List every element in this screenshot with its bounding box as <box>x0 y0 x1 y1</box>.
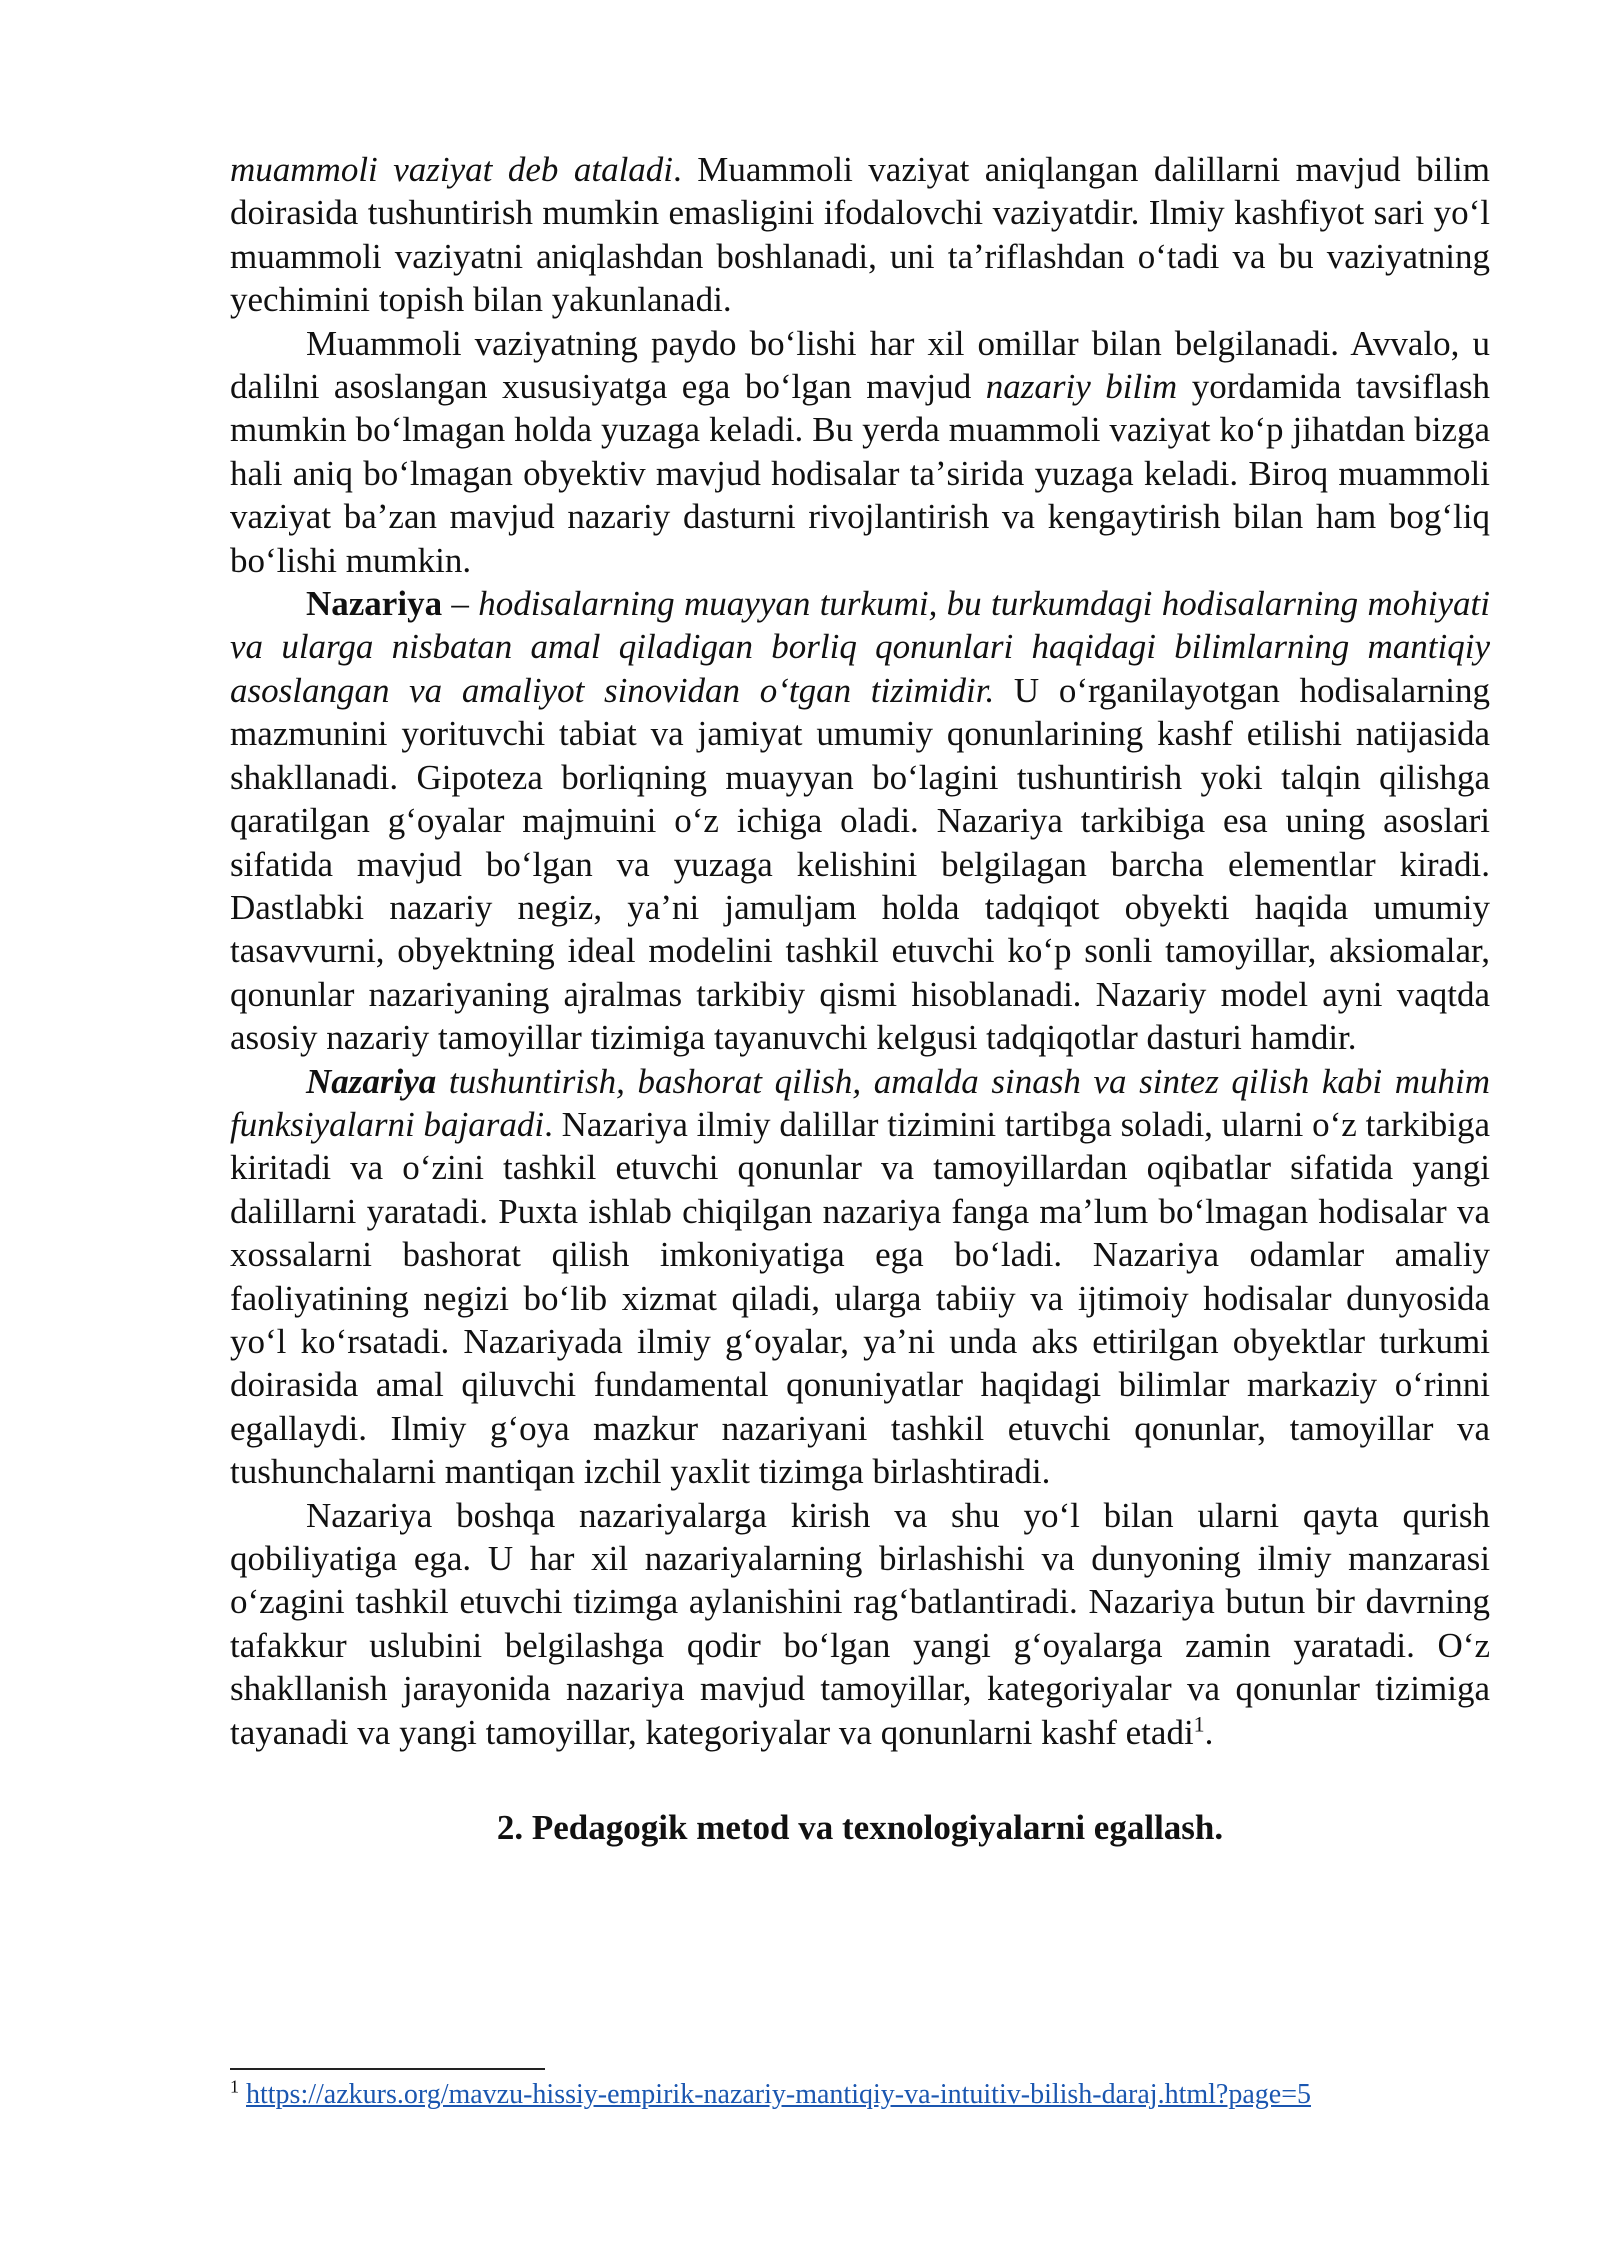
footnote-separator <box>230 2068 545 2070</box>
paragraph <box>230 1494 1490 1754</box>
section-heading: 2. Pedagogik metod va texnologiyalarni egallash. <box>496 1808 1224 1848</box>
paragraph <box>230 1060 1490 1494</box>
paragraph <box>230 582 1490 1059</box>
text-run: . Nazariya ilmiy dalillar tizimini tartibga soladi, ularni oʻz tarkibiga kiritadi va oʻzini tashkil etuvchi qonunlar va tamoyillardan oqibatlar sifatida yangi dalillarni yaratadi. Puxta ishlab chiqilgan nazariya fanga maʼlum boʻlmagan hodisalar va xossalarni bashorat qilish imkoniyatiga ega boʻladi. Nazariya odamlar amaliy faoliyatining negizi boʻlib xizmat qiladi, ularga tabiiy va ijtimoiy hodisalar dunyosida yoʻl koʻrsatadi. Nazariyada ilmiy gʻoyalar, yaʼni unda aks ettirilgan obyektlar turkumi doirasida amal qiluvchi fundamental qonuniyatlar haqidagi bilimlar markaziy oʻrinni egallaydi. Ilmiy gʻoya mazkur nazariyani tashkil etuvchi qonunlar, tamoyillar va tushunchalarni mantiqan izchil yaxlit tizimga birlashtiradi. <box>230 1104 1490 1492</box>
footnote-marker: 1 <box>230 2076 239 2097</box>
footnote-reference: 1 <box>1193 1710 1205 1736</box>
paragraph-container <box>230 148 1490 1754</box>
text-run: yordamida tavsiflash mumkin boʻlmagan holda yuzaga keladi. Bu yerda muammoli vaziyat koʻp jihatdan bizga hali aniq boʻlmagan obyektiv mavjud hodisalar taʼsirida yuzaga keladi. Biroq muammoli vaziyat baʼzan mavjud nazariy dasturni rivojlantirish va kengaytirish bilan ham bogʻliq boʻlishi mumkin. <box>230 367 1490 580</box>
footnote <box>230 2078 1490 2112</box>
paragraph <box>230 148 1490 322</box>
text-italic: muammoli vaziyat deb ataladi <box>230 150 674 189</box>
text-run: – <box>442 584 479 624</box>
text-run: . <box>1204 1712 1214 1752</box>
document-body <box>230 148 1490 1849</box>
text-run: . Muammoli vaziyat aniqlangan dalillarni mavjud bilim doirasida tushuntirish mumkin emasligini ifodalovchi vaziyatdir. Ilmiy kashfiyot sari yoʻl muammoli vaziyatni aniqlashdan boshlanadi, uni taʼriflashdan oʻtadi va bu vaziyatning yechimini topish bilan yakunlanadi. <box>230 150 1491 320</box>
text-italic: tushuntirish, bashorat qilish, amalda sinash va sintez qilish kabi muhim funksiyalarni bajaradi <box>230 1061 1490 1144</box>
text-italic: hodisalarning muayyan turkumi, bu turkumdagi hodisalarning mohiyati va ularga nisbatan amal qiladigan borliq qonunlari haqidagi bilimlarning mantiqiy asoslangan va amaliyot sinovidan oʻtgan tizimidir. <box>230 584 1490 710</box>
paragraph <box>230 322 1490 582</box>
text-run: Nazariya boshqa nazariyalarga kirish va shu yoʻl bilan ularni qayta qurish qobiliyatiga ega. U har xil nazariyalarning birlashishi va dunyoning ilmiy manzarasi oʻzagini tashkil etuvchi tizimga aylanishini ragʻbatlantiradi. Nazariya butun bir davrning tafakkur uslubini belgilashga qodir boʻlgan yangi gʻoyalarga zamin yaratadi. Oʻz shakllanish jarayonida nazariya mavjud tamoyillar, kategoriyalar va qonunlar tizimiga tayanadi va yangi tamoyillar, kategoriyalar va qonunlarni kashf etadi <box>230 1495 1490 1752</box>
term-bold: Nazariya <box>306 1061 437 1101</box>
footnote-link[interactable]: https://azkurs.org/mavzu-hissiy-empirik-nazariy-mantiqiy-va-intuitiv-bilish-daraj.html?page=5 <box>246 2079 1311 2110</box>
text-run: U oʻrganilayotgan hodisalarning mazmunini yorituvchi tabiat va jamiyat umumiy qonunlarining kashf etilishi natijasida shakllanadi. Gipoteza borliqning muayyan boʻlagini tushuntirish yoki talqin qilishga qaratilgan gʻoyalar majmuini oʻz ichiga oladi. Nazariya tarkibiga esa uning asoslari sifatida mavjud boʻlgan va yuzaga kelishini belgilagan barcha elementlar kiradi. Dastlabki nazariy negiz, yaʼni jamuljam holda tadqiqot obyekti haqida umumiy tasavvurni, obyektning ideal modelini tashkil etuvchi koʻp sonli tamoyillar, aksiomalar, qonunlar nazariyaning ajralmas tarkibiy qismi hisoblanadi. Nazariy model ayni vaqtda asosiy nazariy tamoyillar tizimiga tayanuvchi kelgusi tadqiqotlar dasturi hamdir. <box>230 670 1490 1058</box>
text-run: Muammoli vaziyatning paydo boʻlishi har xil omillar bilan belgilanadi. Avvalo, u dalilni asoslangan xususiyatga ega boʻlgan mavjud <box>230 323 1490 407</box>
term-bold: Nazariya <box>306 584 443 624</box>
text-italic: nazariy bilim <box>985 367 1178 407</box>
